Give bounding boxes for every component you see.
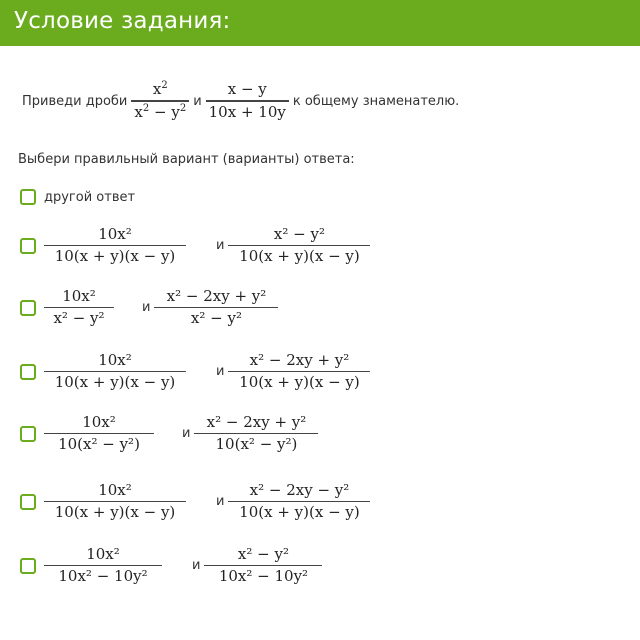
fraction-denominator: x² − y² xyxy=(53,309,105,328)
answer-prompt: Выбери правильный вариант (варианты) ответа: xyxy=(18,152,355,167)
option-label: другой ответ xyxy=(44,189,136,205)
option-conjunction: и xyxy=(192,558,201,574)
option-3[interactable] xyxy=(20,352,370,392)
option-fraction-a xyxy=(44,288,114,328)
fraction-denominator: 10(x + y)(x − y) xyxy=(54,373,176,392)
option-fraction-a xyxy=(44,546,162,586)
fraction-denominator: 10(x + y)(x − y) xyxy=(239,373,360,392)
task-conjunction: и xyxy=(193,93,202,109)
fraction-numerator: x² − 2xy − y² xyxy=(249,481,350,499)
option-fraction-b xyxy=(228,352,370,392)
fraction-denominator: $x^2 - y^2$ xyxy=(134,102,187,121)
option-fraction-a xyxy=(44,352,186,392)
option-conjunction: и xyxy=(216,238,225,254)
fraction-numerator: x² − 2xy + y² xyxy=(166,287,267,305)
option-checkbox[interactable] xyxy=(20,300,36,316)
option-conjunction: и xyxy=(142,300,151,316)
fraction-denominator: 10x² − 10y² xyxy=(218,567,309,586)
option-conjunction: и xyxy=(182,426,191,442)
fraction-denominator: 10(x² − y²) xyxy=(58,435,140,454)
fraction-numerator: x² − y² xyxy=(273,225,325,243)
option-checkbox[interactable] xyxy=(20,558,36,574)
option-4[interactable] xyxy=(20,414,318,454)
fraction-denominator: x² − y² xyxy=(190,309,242,328)
option-fraction-b xyxy=(204,546,322,586)
option-fraction-a xyxy=(44,226,186,266)
option-fraction-b xyxy=(228,226,370,266)
option-5[interactable] xyxy=(20,482,370,522)
fraction-denominator: 10(x + y)(x − y) xyxy=(239,503,360,522)
option-conjunction: и xyxy=(216,494,225,510)
option-other-answer[interactable] xyxy=(20,189,135,205)
option-2[interactable] xyxy=(20,288,278,328)
option-fraction-a xyxy=(44,414,154,454)
fraction-denominator: 10x + 10y xyxy=(208,102,286,121)
task-prefix: Приведи дроби xyxy=(22,93,128,109)
task-header xyxy=(0,0,640,46)
option-checkbox[interactable] xyxy=(20,426,36,442)
option-fraction-a xyxy=(44,482,186,522)
option-6[interactable] xyxy=(20,546,322,586)
fraction-denominator: 10(x + y)(x − y) xyxy=(54,503,176,522)
fraction-numerator: x² − 2xy + y² xyxy=(206,413,307,431)
fraction-numerator: 10x² xyxy=(62,287,96,305)
fraction-denominator: 10(x + y)(x − y) xyxy=(239,247,360,266)
fraction-denominator: 10x² − 10y² xyxy=(58,567,148,586)
fraction-numerator: x² − 2xy + y² xyxy=(249,351,350,369)
fraction-numerator: 10x² xyxy=(98,351,132,369)
option-conjunction: и xyxy=(216,364,225,380)
task-suffix: к общему знаменателю. xyxy=(292,93,460,109)
option-1[interactable] xyxy=(20,226,370,266)
option-fraction-b xyxy=(228,482,370,522)
fraction-denominator: 10(x² − y²) xyxy=(215,435,298,454)
option-checkbox[interactable] xyxy=(20,494,36,510)
fraction-denominator: 10(x + y)(x − y) xyxy=(54,247,176,266)
task-fraction-2 xyxy=(206,81,289,121)
task-statement xyxy=(18,74,463,128)
fraction-numerator: 10x² xyxy=(98,481,132,499)
fraction-numerator: 10x² xyxy=(86,545,120,563)
option-fraction-b xyxy=(194,414,318,454)
option-checkbox[interactable] xyxy=(20,238,36,254)
option-fraction-b xyxy=(154,288,278,328)
fraction-numerator: $x^2$ xyxy=(152,80,168,99)
task-fraction-1 xyxy=(131,81,189,121)
header-title: Условие задания: xyxy=(14,8,231,34)
fraction-numerator: 10x² xyxy=(82,413,116,431)
option-checkbox[interactable] xyxy=(20,364,36,380)
fraction-numerator: x² − y² xyxy=(237,545,289,563)
option-checkbox[interactable] xyxy=(20,189,36,205)
fraction-numerator: 10x² xyxy=(98,225,132,243)
fraction-numerator: x − y xyxy=(227,80,267,99)
